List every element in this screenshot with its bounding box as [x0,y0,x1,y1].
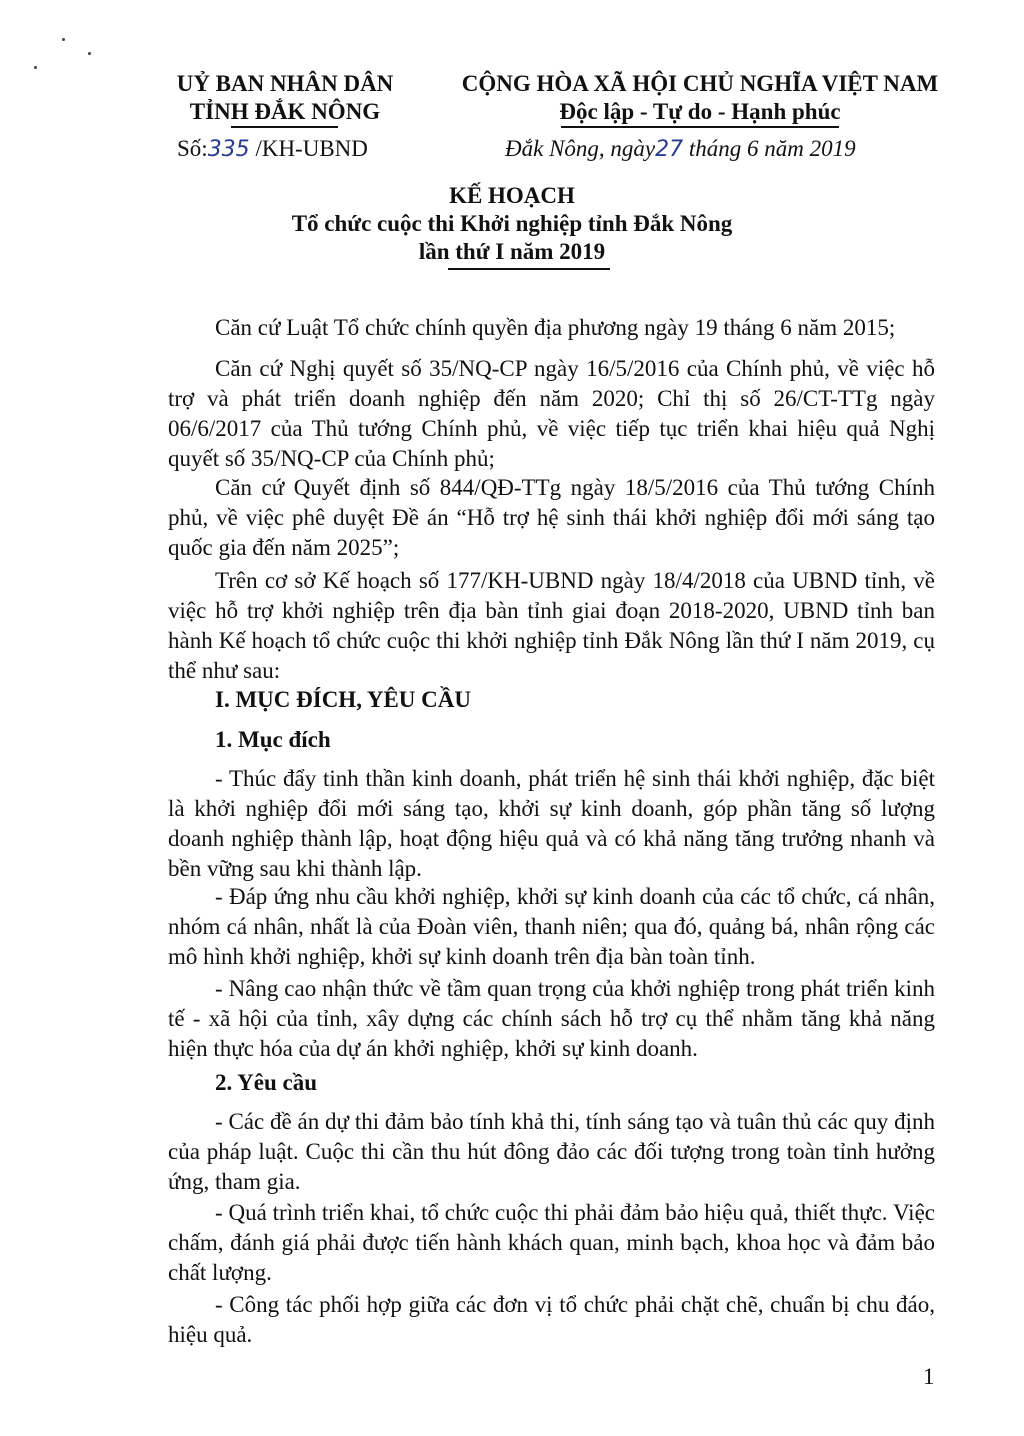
paragraph-legal-basis-3: Căn cứ Quyết định số 844/QĐ-TTg ngày 18/5/2016 của Thủ tướng Chính phủ, về việc phê duyệt Đề án “Hỗ trợ hệ sinh thái khởi nghiệp đổi mới sáng tạo quốc gia đến năm 2025”; [168,475,935,560]
document-number [177,136,368,162]
section-heading: I. MỤC ĐÍCH, YÊU CẦU [215,687,471,712]
purpose-item-2: - Đáp ứng nhu cầu khởi nghiệp, khởi sự kinh doanh của các tổ chức, cá nhân, nhóm cá nhân, nhất là của Đoàn viên, thanh niên; qua đó, quảng bá, nhân rộng các mô hình khởi nghiệp, khởi sự kinh doanh trên địa bàn toàn tỉnh. [168,884,935,969]
number-handwritten: 335 [207,137,250,162]
national-motto [440,70,960,126]
motto: Độc lập - Tự do - Hạnh phúc [559,99,841,124]
country-name: CỘNG HÒA XÃ HỘI CHỦ NGHĨA VIỆT NAM [461,71,939,96]
scan-speck [34,66,37,69]
page-number: 1 [923,1364,935,1389]
purpose-item-3: - Nâng cao nhận thức về tầm quan trọng của khởi nghiệp trong phát triển kinh tế - xã hội của tỉnh, xây dựng các chính sách hỗ trợ cụ thể nhằm tăng khả năng hiện thực hóa của dự án khởi nghiệp, khởi sự kinh doanh. [168,976,935,1061]
title-rule [448,268,610,270]
requirement-item-3: - Công tác phối hợp giữa các đơn vị tổ chức phải chặt chẽ, chuẩn bị chu đáo, hiệu quả. [168,1292,935,1347]
date-suffix: tháng 6 năm 2019 [688,136,856,161]
scan-speck [62,38,65,41]
issuing-agency [165,70,405,126]
document-title-line-2: lần thứ I năm 2019 [418,239,606,264]
number-prefix: Số: [177,136,208,161]
agency-line-2: TỈNH ĐẮK NÔNG [189,99,381,124]
document-date [505,136,856,162]
agency-line-1: UỶ BAN NHÂN DÂN [176,71,394,96]
paragraph-legal-basis-1: Căn cứ Luật Tổ chức chính quyền địa phương ngày 19 tháng 6 năm 2015; [215,315,896,340]
date-prefix: Đắk Nông, ngày [505,136,656,161]
purpose-item-1: - Thúc đẩy tinh thần kinh doanh, phát triển hệ sinh thái khởi nghiệp, đặc biệt là khởi nghiệp đổi mới sáng tạo, khởi sự kinh doanh, góp phần tăng số lượng doanh nghiệp thành lập, hoạt động hiệu quả và có khả năng tăng trưởng nhanh và bền vững sau khi thành lập. [168,766,935,881]
document-title: Tổ chức cuộc thi Khởi nghiệp tỉnh Đắk Nông [291,211,733,236]
subsection-heading-purpose: 1. Mục đích [215,727,331,752]
date-day-handwritten: 27 [655,137,684,162]
paragraph-legal-basis-2: Căn cứ Nghị quyết số 35/NQ-CP ngày 16/5/2016 của Chính phủ, về việc hỗ trợ và phát triển doanh nghiệp đến năm 2020; Chỉ thị số 26/CT-TTg ngày 06/6/2017 của Thủ tướng Chính phủ, về việc tiếp tục triển khai hiệu quả Nghị quyết số 35/NQ-CP của Chính phủ; [168,356,935,471]
number-suffix: /KH-UBND [255,136,368,161]
requirement-item-2: - Quá trình triển khai, tổ chức cuộc thi phải đảm bảo hiệu quả, thiết thực. Việc chấm, đánh giá phải được tiến hành khách quan, minh bạch, khoa học và đảm bảo chất lượng. [168,1200,935,1285]
agency-underline [231,126,338,128]
motto-underline [561,126,839,128]
requirement-item-1: - Các đề án dự thi đảm bảo tính khả thi, tính sáng tạo và tuân thủ các quy định của pháp luật. Cuộc thi cần thu hút đông đảo các đối tượng trong toàn tỉnh hưởng ứng, tham gia. [168,1109,935,1194]
subsection-heading-requirements: 2. Yêu cầu [215,1070,318,1095]
document-type: KẾ HOẠCH [449,183,575,208]
paragraph-legal-basis-4: Trên cơ sở Kế hoạch số 177/KH-UBND ngày 18/4/2018 của UBND tỉnh, về việc hỗ trợ khởi nghiệp trên địa bàn tỉnh giai đoạn 2018-2020, UBND tỉnh ban hành Kế hoạch tổ chức cuộc thi khởi nghiệp tỉnh Đắk Nông lần thứ I năm 2019, cụ thể như sau: [168,568,935,683]
scan-speck [88,52,91,55]
